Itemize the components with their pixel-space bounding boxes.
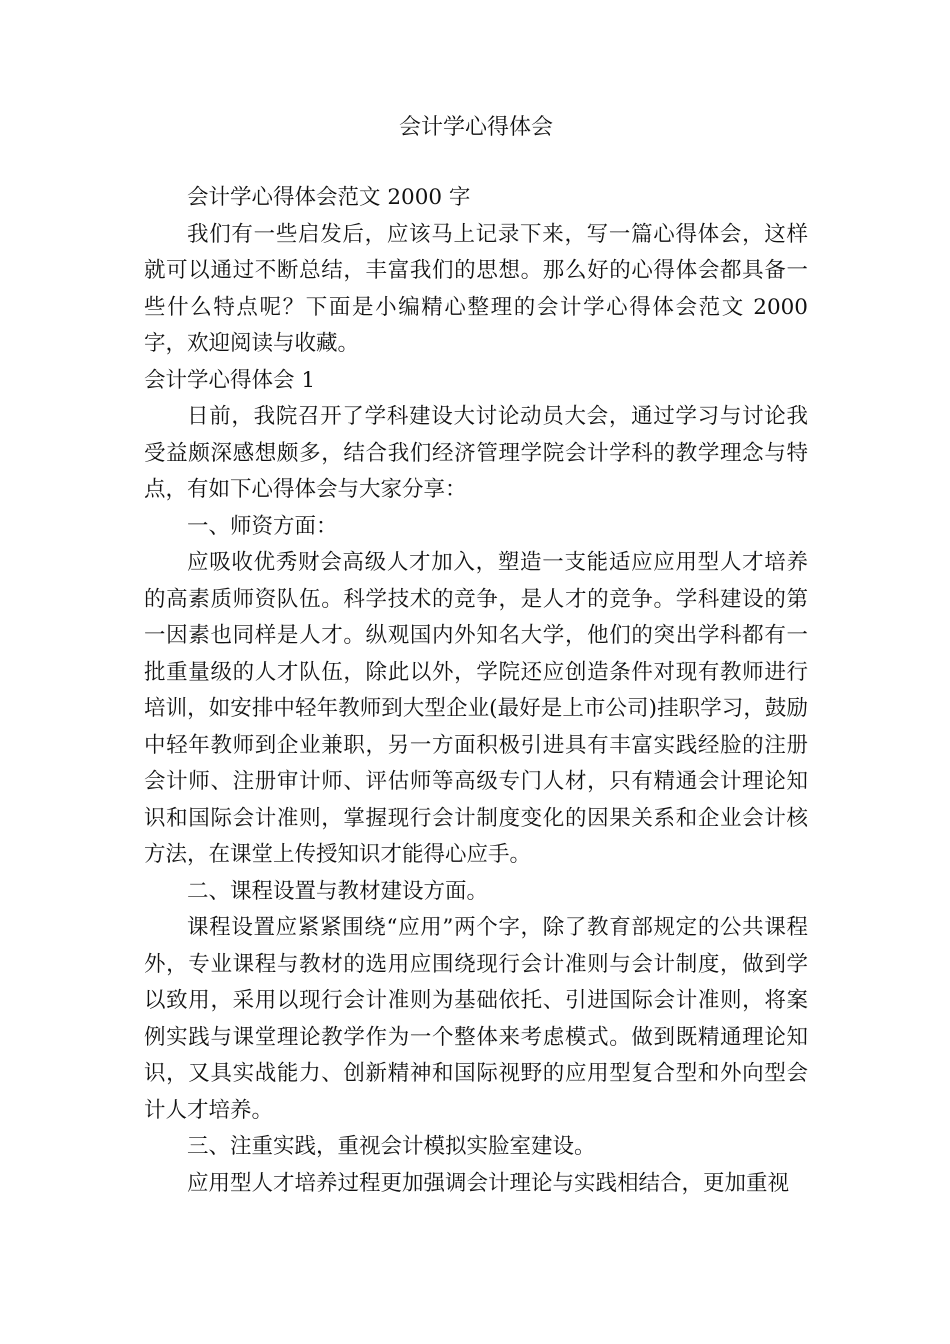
paragraph: 应用型人才培养过程更加强调会计理论与实践相结合，更加重视 [187,1170,790,1196]
paragraph: 二、课程设置与教材建设方面。 [187,878,489,904]
paragraph: 一、师资方面： [187,513,338,539]
paragraph: 会计学心得体会范文 2000 字 [187,185,471,210]
paragraph: 三、注重实践，重视会计模拟实脸室建设。 [187,1134,596,1159]
paragraph: 会计学心得体会 1 [144,367,316,393]
paragraph: 日前，我院召开了学科建设大讨论动员大会，通过学习与讨论我受益颇深感想颇多，结合我们经济管理学院会计学科的教学理念与特点，有如下心得体会与大家分享： [144,404,808,502]
paragraph: 我们有一些启发后，应该马上记录下来，写一篇心得体会，这样就可以通过不断总结，丰富我们的思想。那么好的心得体会都具备一些什么特点呢？下面是小编精心整理的会计学心得体会范文 2000 字，欢迎阅读与收藏。 [144,221,808,356]
paragraph: 课程设置应紧紧围绕“应用”两个字，除了教育部规定的公共课程外，专业课程与教材的选用应围绕现行会计准则与会计制度，做到学以致用，采用以现行会计准则为基础依托、引进国际会计准则，将案例实践与课堂理论教学作为一个整体来考虑模式。做到既精通理论知识，又具实战能力、创新精神和国际视野的应用型复合型和外向型会计人才培养。 [144,915,808,1123]
document-body [144,180,808,1202]
paragraph: 应吸收优秀财会高级人才加入，塑造一支能适应应用型人才培养的高素质师资队伍。科学技术的竞争，是人才的竞争。学科建设的第一因素也同样是人才。纵观国内外知名大学，他们的突出学科都有一批重量级的人才队伍，除此以外，学院还应创造条件对现有教师进行培训，如安排中轻年教师到大型企业(最好是上市公司)挂职学习，鼓励中轻年教师到企业兼职，另一方面积极引进具有丰富实践经脸的注册会计师、注册审计师、评估师等高级专门人材，只有精通会计理论知识和国际会计准则，掌握现行会计制度变化的因果关系和企业会计核方法，在课堂上传授知识才能得心应手。 [144,550,808,867]
document-title: 会计学心得体会 [398,115,553,140]
